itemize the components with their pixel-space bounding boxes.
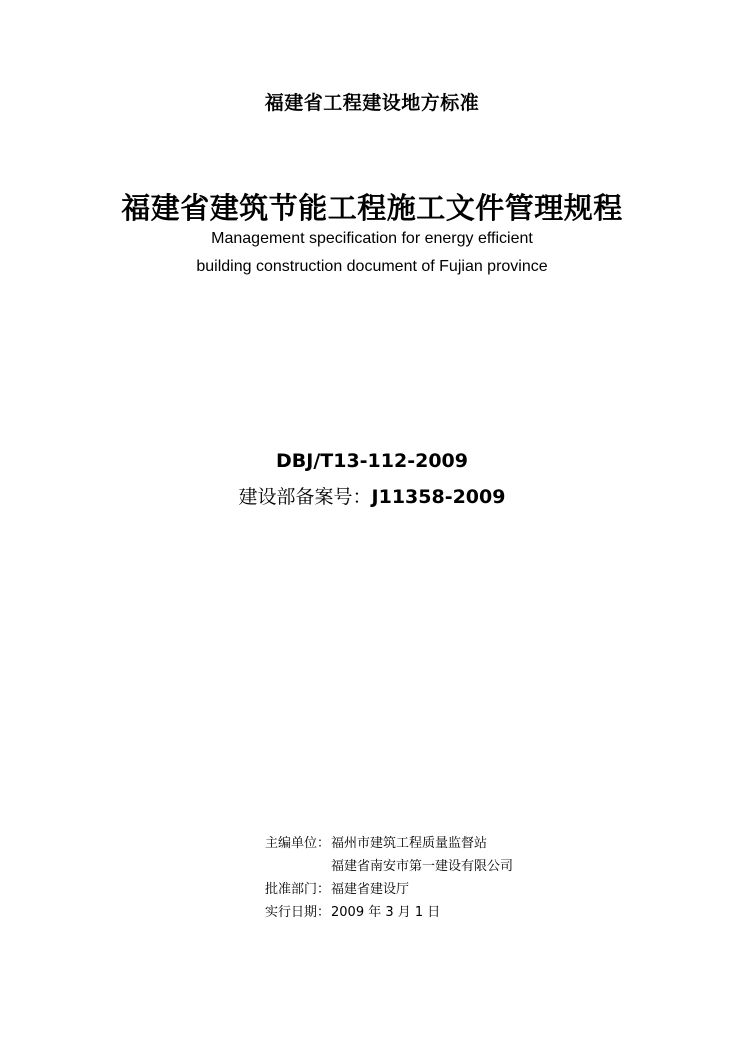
title-english-line-1: Management specification for energy efficient: [211, 230, 533, 247]
editor-value-2: 福建省南安市第一建设有限公司: [331, 859, 514, 874]
date-label: 实行日期：: [265, 905, 331, 920]
approver-label: 批准部门：: [265, 882, 331, 897]
publication-info: [265, 832, 513, 924]
title-english-line-2: building construction document of Fujian province: [196, 258, 548, 275]
editor-label: 主编单位：: [265, 836, 331, 851]
info-row-editor-2: [265, 855, 513, 878]
title-chinese: 福建省建筑节能工程施工文件管理规程: [121, 191, 623, 225]
record-number-value: J11358-2009: [371, 486, 506, 508]
editor-value-1: 福州市建筑工程质量监督站: [331, 836, 488, 851]
date-value: 2009 年 3 月 1 日: [331, 905, 441, 920]
approver-value: 福建省建设厅: [331, 882, 410, 897]
record-number-label: 建设部备案号：: [238, 486, 372, 508]
record-number: [0, 482, 744, 509]
standard-number: DBJ/T13-112-2009: [276, 450, 468, 472]
info-row-approver: [265, 878, 513, 901]
standard-category: 福建省工程建设地方标准: [264, 92, 480, 114]
info-row-editor: [265, 832, 513, 855]
info-row-date: [265, 901, 513, 924]
